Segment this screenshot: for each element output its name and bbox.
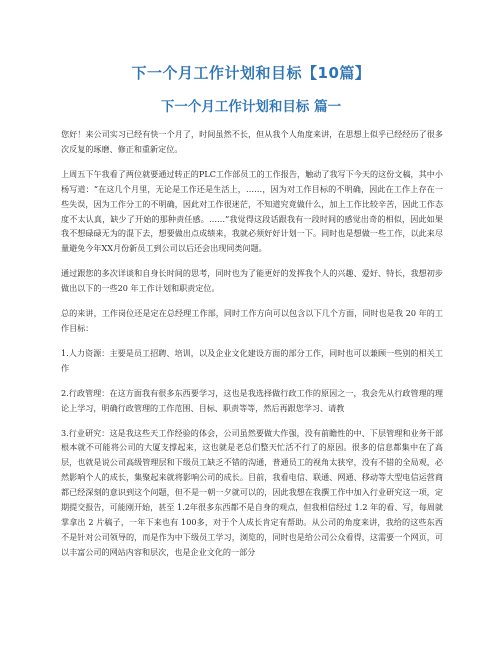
paragraph-background: 上周五下午我看了两位就要通过转正的PLC工作部员工的工作报告，触动了我写下今天的这份文稿，其中小杨写道：“在这几个月里，无论是工作还是生活上，……，因为对工作目标的不明确，因此在工作上存在一些失误，因为工作分工的不明确，因此对工作很迷茫，不知道究竟做什么，加上工作比较辛苦，因此工作态度不太认真，缺少了开始的那种责任感。……”我觉得这段话跟我有一段时间的感觉出奇的相似，因此如果我不想碌碌无为的混下去，想要做出点成绩来，我就必须好好计划一下。同时也是想做一些工作，以此来尽量避免今年XX月份新员工到公司以后还会出现同类问题。 [61, 168, 443, 254]
paragraph-greeting: 您好！来公司实习已经有快一个月了，时间虽然不长，但从我个人角度来讲，在思想上似乎已经经历了很多次反复的琢磨、修正和重新定位。 [61, 129, 443, 154]
paragraph-plan-intro: 通过跟您的多次详谈和自身长时间的思考，同时也为了能更好的发挥我个人的兴趣、爱好、特长，我想初步做出以下的一些20 年工作计划和职责定位。 [61, 268, 443, 294]
paragraph-item-admin: 2.行政管理：在这方面我有很多东西要学习，这也是我选择做行政工作的原因之一，我会先从行政管理的理论上学习，明确行政管理的工作范围、目标、职责等等，然后再跟您学习、请教 [61, 387, 443, 413]
document-body [61, 127, 443, 570]
paragraph-item-research: 3.行业研究：这是我这些天工作经验的体会，公司虽然要做大作强，没有前瞻性的中、下层管理和业务干部根本就不可能将公司的大厦支撑起来，这也就是老总们整天忙活不行了的原因。很多的信息都集中在了高层，也就是说公司高级管理层和下级员工缺乏不错的沟通，普通员工的视角太狭窄，没有不错的全局观，必然影响个人的成长，集聚起来就将影响公司的成长。目前，我看电信、联通、网通、移动等大型电信运营商都已经深刻的意识到这个问题，但不是一朝一夕就可以的，因此我想在我撰工作中加入行业研究这一项，定期提交报告，可能刚开始，甚至 1.2年很多东西都不是自身的观点，但我相信经过 1.2 年的看、写，每周就掌拿出 2 片稿子，一年下来也有 100多，对于个人成长肯定有帮助。从公司的角度来讲，我给的这些东西不是针对公司领导的，而是作为中下级员工学习，浏览的，同时也是给公司公众看得，这需要一个网页，可以丰富公司的网站内容和层次，也是企业文化的一部分 [61, 427, 443, 557]
paragraph-overview: 总的来讲，工作岗位还是定在总经理工作部，同时工作方向可以包含以下几个方面，同时也是我 20 年的工作目标： [61, 308, 443, 333]
section-heading: 下一个月工作计划和目标 篇一 [160, 99, 342, 115]
paragraph-item-hr: 1.人力资源：主要是员工招聘、培训，以及企业文化建设方面的部分工作，同时也可以兼顾一些别的相关工作 [61, 347, 443, 373]
document-title: 下一个月工作计划和目标【10篇】 [131, 64, 371, 82]
